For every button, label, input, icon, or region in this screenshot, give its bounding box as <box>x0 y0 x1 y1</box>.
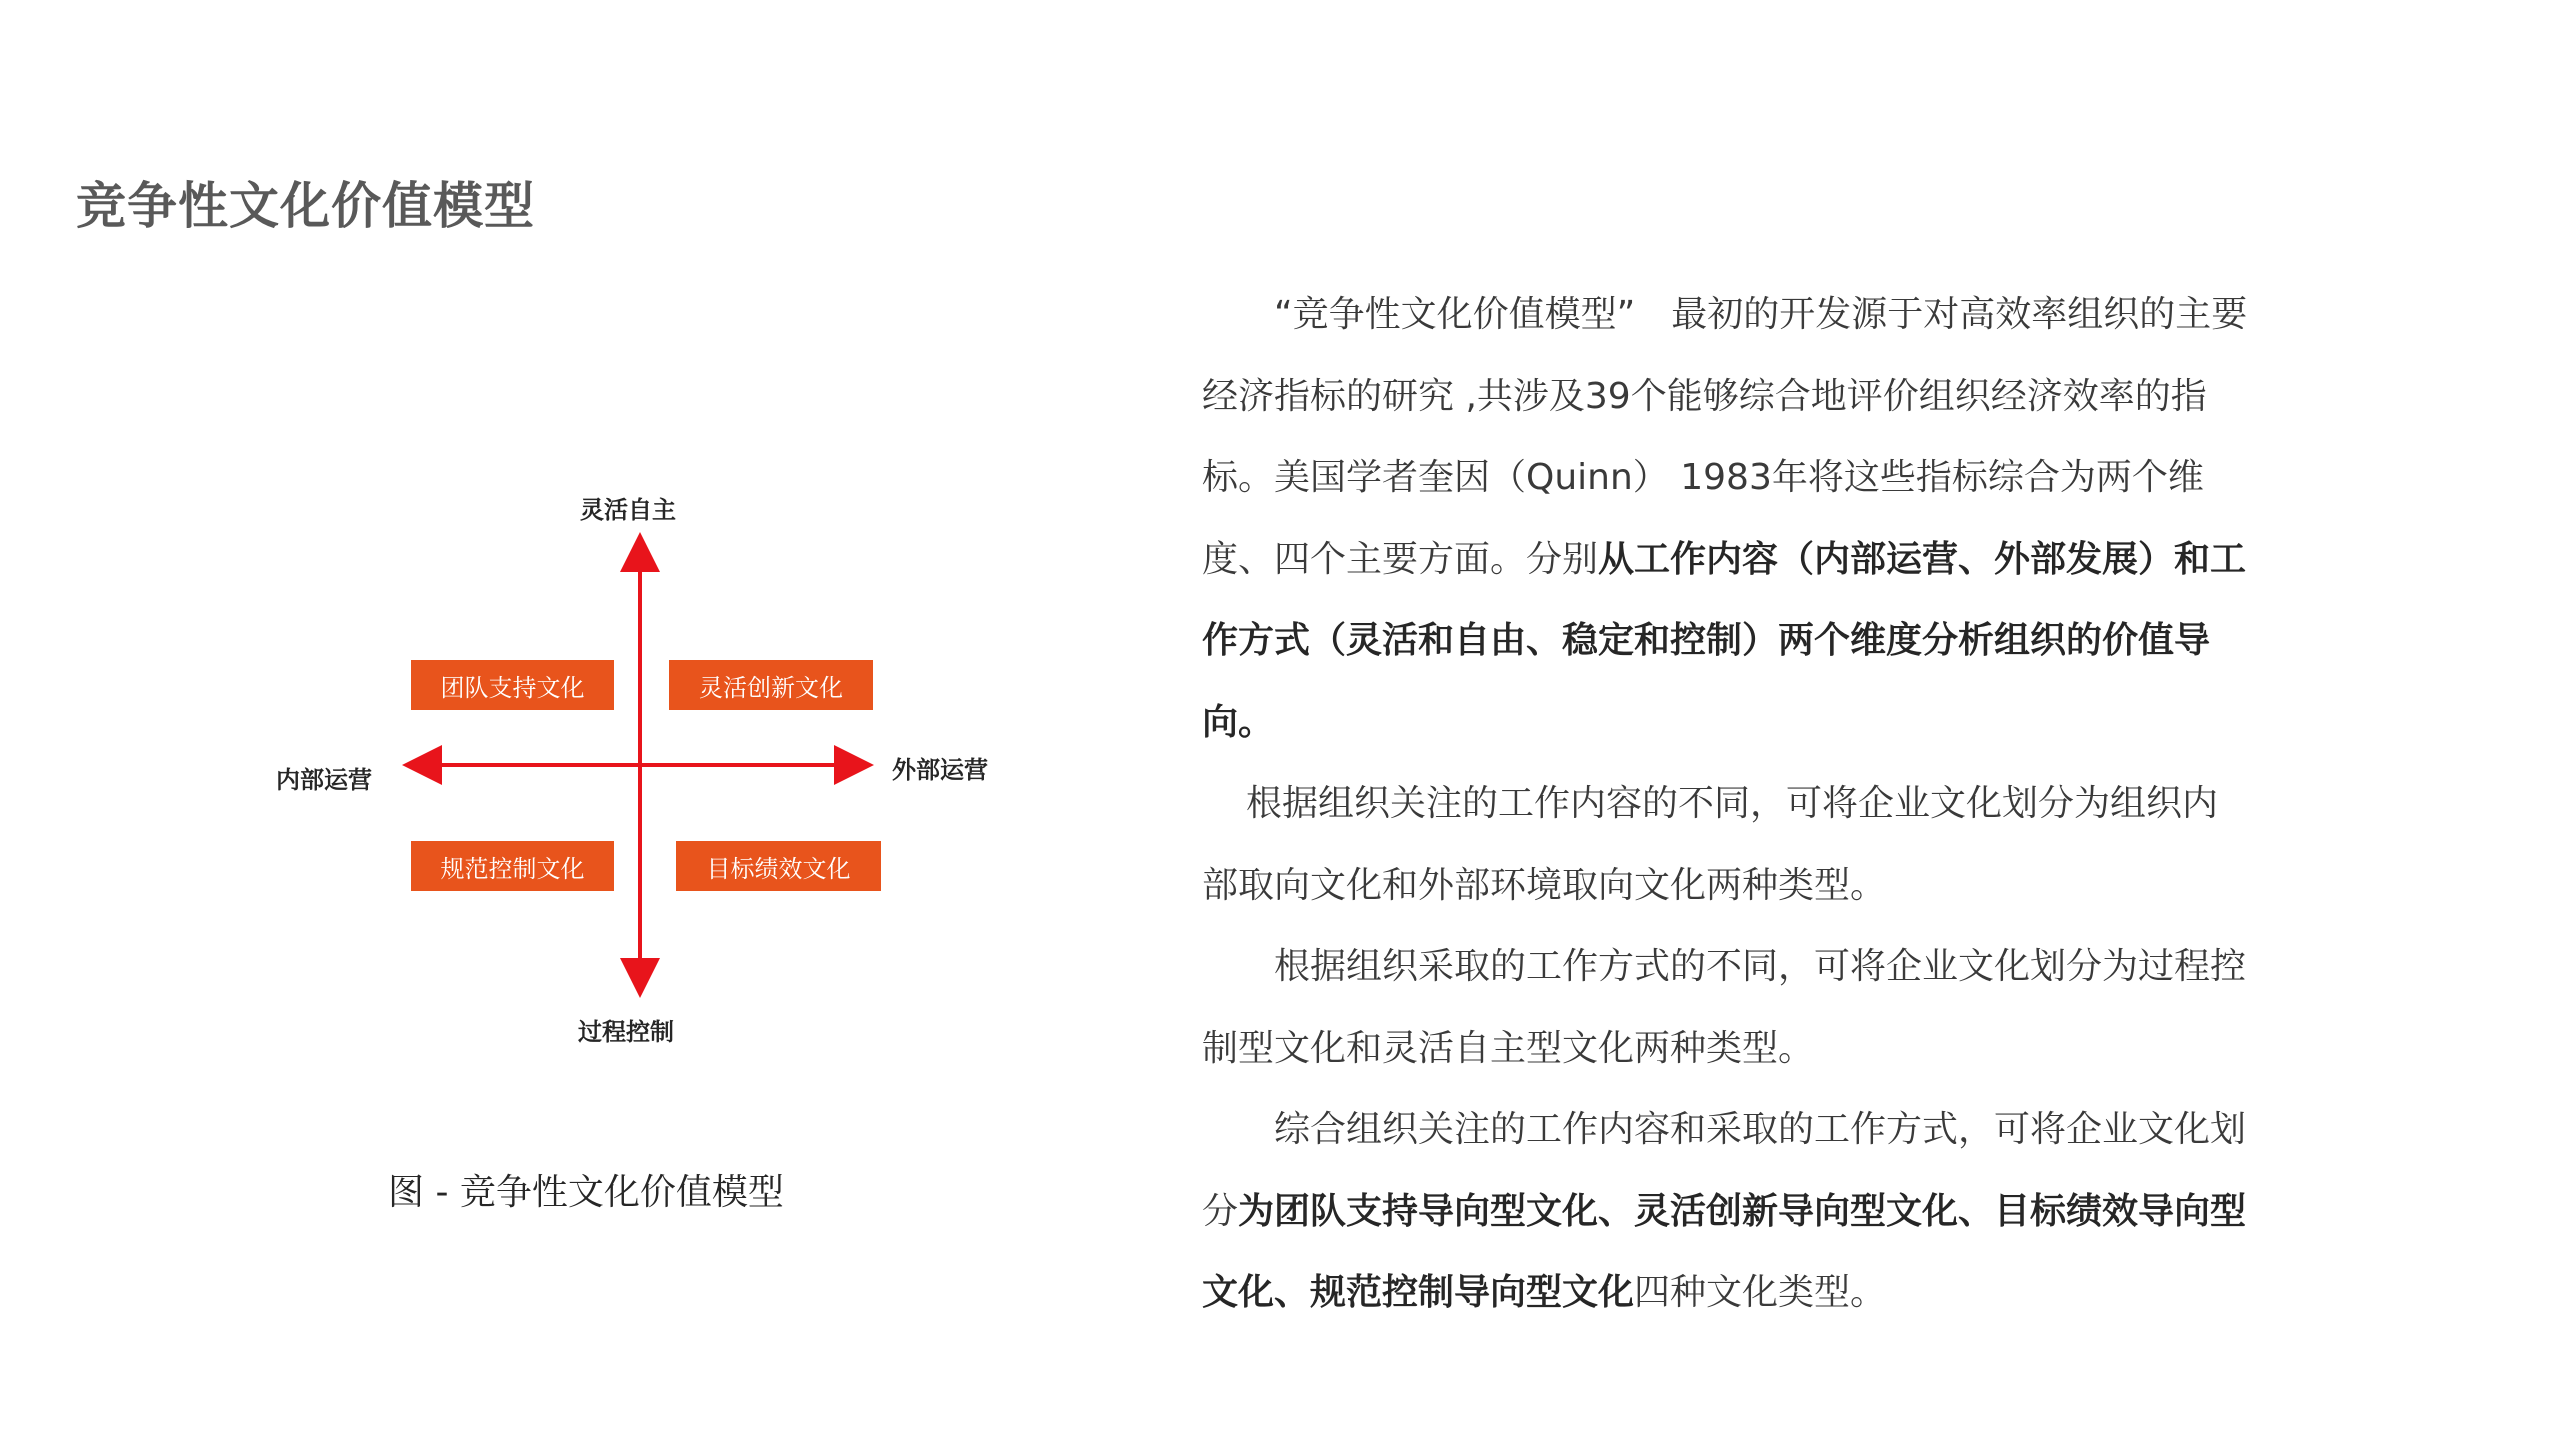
diagram-caption: 图 - 竞争性文化价值模型 <box>388 1172 784 1213</box>
axis-label-bottom: 过程控制 <box>578 1018 674 1046</box>
paragraph-4-tail: 四种文化类型。 <box>1634 1272 1887 1313</box>
quadrant-team-support-culture: 团队支持文化 <box>411 660 614 710</box>
body-text <box>1202 274 2252 1334</box>
paragraph-3: 根据组织采取的工作方式的不同，可将企业文化划分为过程控制型文化和灵活自主型文化两种类型。 <box>1202 946 2247 1069</box>
axis-label-left: 内部运营 <box>276 766 372 794</box>
paragraph-4-bold: 为团队支持导向型文化、灵活创新导向型文化、目标绩效导向型文化、规范控制导向型文化 <box>1202 1190 2247 1313</box>
quadrant-goal-performance-culture: 目标绩效文化 <box>676 841 881 891</box>
axis-label-top: 灵活自主 <box>580 496 676 524</box>
paragraph-2: 根据组织关注的工作内容的不同，可将企业文化划分为组织内部取向文化和外部环境取向文化两种类型。 <box>1202 783 2219 906</box>
quadrant-norm-control-culture: 规范控制文化 <box>411 841 614 891</box>
page-title: 竞争性文化价值模型 <box>76 177 535 235</box>
paragraph-4-lead: 综合组织关注的工作内容和采取的工作方式，可将企业文化划分 <box>1202 1109 2247 1232</box>
axis-label-right: 外部运营 <box>892 756 988 784</box>
paragraph-1-lead: “竞争性文化价值模型” 最初的开发源于对高效率组织的主要经济指标的研究 ,共涉及39个能够综合地评价组织经济效率的指标。美国学者奎因（Quinn） 1983年将这些指标综合为两个维度、四个主要方面。分别 <box>1202 294 2248 580</box>
paragraph-1-bold: 从工作内容（内部运营、外部发展）和工作方式（灵活和自由、稳定和控制）两个维度分析组织的价值导向。 <box>1202 538 2247 743</box>
quadrant-flexible-innovation-culture: 灵活创新文化 <box>669 660 873 710</box>
paragraph-4 <box>1202 1089 2252 1334</box>
paragraph-1 <box>1202 274 2252 763</box>
